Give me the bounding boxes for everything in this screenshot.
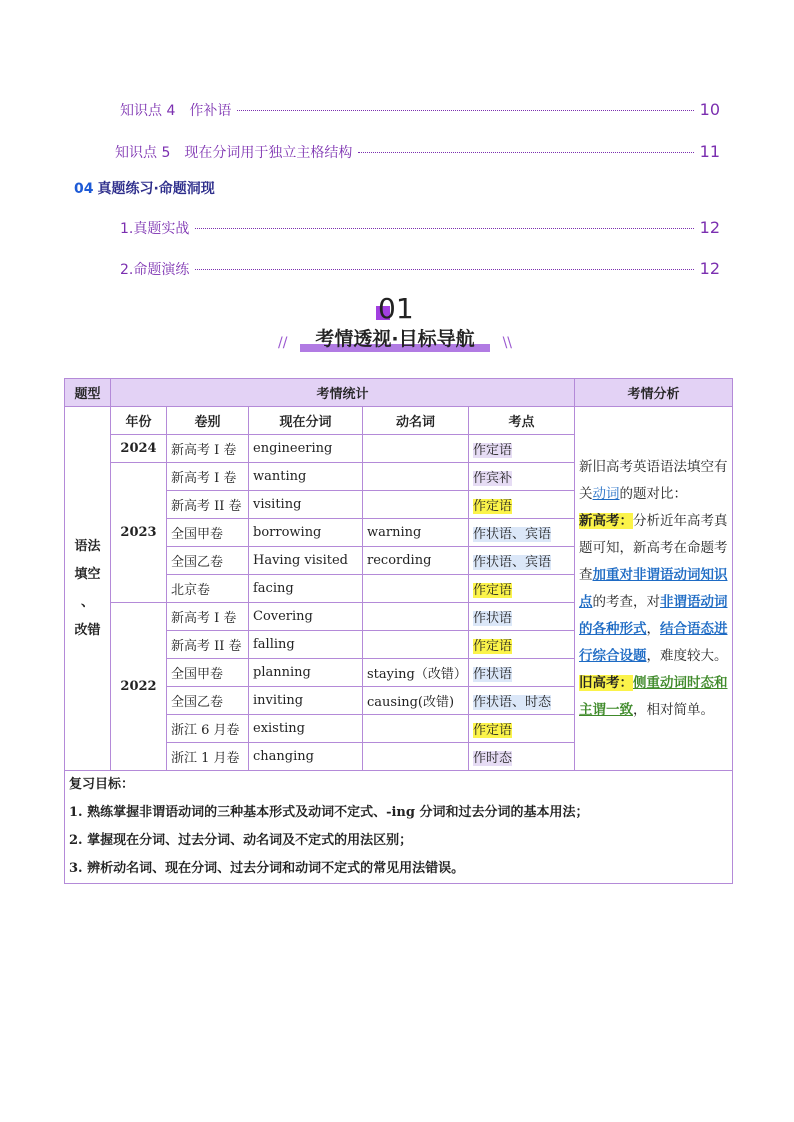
year-cell: 2022 <box>111 603 167 771</box>
point-cell <box>469 575 575 603</box>
present-cell: facing <box>249 575 363 603</box>
analysis-highlight: 非谓语动词的各种形式 <box>579 593 728 637</box>
type-line: 改错 <box>74 622 101 638</box>
section-04-heading[interactable] <box>74 178 215 198</box>
present-cell: borrowing <box>249 519 363 547</box>
paper-cell: 浙江 1 月卷 <box>167 743 249 771</box>
point-label: 作定语 <box>473 499 513 514</box>
toc-page: 10 <box>699 100 720 119</box>
toc-label: 知识点 5 现在分词用于独立主格结构 <box>115 145 353 161</box>
present-cell: inviting <box>249 687 363 715</box>
analysis-text: 的考查，对 <box>592 593 660 610</box>
toc-label: 知识点 4 作补语 <box>120 103 232 119</box>
point-cell <box>469 687 575 715</box>
point-cell <box>469 743 575 771</box>
point-cell <box>469 491 575 519</box>
present-cell: Covering <box>249 603 363 631</box>
present-cell: falling <box>249 631 363 659</box>
toc-leader <box>195 269 693 270</box>
gerund-cell <box>363 491 469 519</box>
present-cell: existing <box>249 715 363 743</box>
section-title: 考情透视·目标导航 <box>315 328 475 350</box>
question-type-cell <box>65 407 111 771</box>
toc-entry-practice[interactable] <box>120 259 720 279</box>
paper-cell: 全国乙卷 <box>167 687 249 715</box>
present-cell: wanting <box>249 463 363 491</box>
point-cell <box>469 435 575 463</box>
type-line: 填空 <box>74 566 101 582</box>
paper-cell: 全国甲卷 <box>167 659 249 687</box>
gerund-cell <box>363 603 469 631</box>
section-number: 04 <box>74 181 94 197</box>
section-01-number <box>378 292 414 325</box>
analysis-text: 的题对比： <box>619 485 687 502</box>
toc-entry-real-exam[interactable] <box>120 218 720 238</box>
point-label: 作时态 <box>473 751 513 766</box>
point-cell <box>469 631 575 659</box>
toc-leader <box>195 228 693 229</box>
analysis-text: 新旧高考英语语法填空有关 <box>579 458 728 502</box>
toc-page: 11 <box>699 142 720 161</box>
year-cell: 2023 <box>111 463 167 603</box>
point-label: 作状语、宾语 <box>473 527 552 542</box>
paper-cell: 新高考 I 卷 <box>167 463 249 491</box>
point-cell <box>469 659 575 687</box>
type-line: 语法 <box>74 538 101 554</box>
exam-analysis-table <box>64 378 733 884</box>
slash-decor-icon: // <box>278 335 288 351</box>
paper-cell: 北京卷 <box>167 575 249 603</box>
analysis-text: ，难度较大。 <box>646 647 728 664</box>
old-exam-tag: 旧高考： <box>579 674 633 691</box>
present-cell: visiting <box>249 491 363 519</box>
subheader-paper: 卷别 <box>167 407 249 435</box>
point-label: 作状语、时态 <box>473 695 552 710</box>
gerund-cell <box>363 715 469 743</box>
subheader-point: 考点 <box>469 407 575 435</box>
point-cell <box>469 603 575 631</box>
point-cell <box>469 519 575 547</box>
present-cell: planning <box>249 659 363 687</box>
present-cell: Having visited <box>249 547 363 575</box>
point-label: 作状语、宾语 <box>473 555 552 570</box>
paper-cell: 浙江 6 月卷 <box>167 715 249 743</box>
analysis-highlight: 结合语态进行综合设题 <box>579 620 728 664</box>
section-title: 真题练习·命题洞现 <box>97 181 215 197</box>
analysis-cell <box>575 407 733 771</box>
subheader-present: 现在分词 <box>249 407 363 435</box>
point-cell <box>469 547 575 575</box>
paper-cell: 新高考 II 卷 <box>167 491 249 519</box>
point-cell <box>469 715 575 743</box>
gerund-cell <box>363 631 469 659</box>
gerund-cell <box>363 575 469 603</box>
goal-item: 2. 掌握现在分词、过去分词、动名词及不定式的用法区别； <box>69 833 413 848</box>
header-type: 题型 <box>65 379 111 407</box>
gerund-cell <box>363 435 469 463</box>
present-cell: changing <box>249 743 363 771</box>
paper-cell: 新高考 I 卷 <box>167 603 249 631</box>
gerund-cell: causing(改错) <box>363 687 469 715</box>
point-label: 作宾补 <box>473 471 513 486</box>
analysis-link-verb: 动词 <box>592 485 620 502</box>
toc-label: 1.真题实战 <box>120 221 190 237</box>
toc-entry-knowledge-5[interactable] <box>115 142 720 162</box>
paper-cell: 全国甲卷 <box>167 519 249 547</box>
analysis-text: 分析近年高考真题可知，新高考在命题考查 <box>579 512 728 583</box>
analysis-highlight: 侧重动词时态和主谓一致 <box>579 674 728 718</box>
analysis-text: ，相对简单。 <box>633 701 714 718</box>
type-line: 、 <box>80 594 94 610</box>
gerund-cell: recording <box>363 547 469 575</box>
backslash-decor-icon: \\ <box>502 335 512 351</box>
gerund-cell: staying（改错） <box>363 659 469 687</box>
present-cell: engineering <box>249 435 363 463</box>
toc-page: 12 <box>699 218 720 237</box>
subheader-year: 年份 <box>111 407 167 435</box>
gerund-cell <box>363 743 469 771</box>
paper-cell: 全国乙卷 <box>167 547 249 575</box>
toc-leader <box>358 152 693 153</box>
toc-leader <box>237 110 693 111</box>
toc-label: 2.命题演练 <box>120 262 190 278</box>
paper-cell: 新高考 II 卷 <box>167 631 249 659</box>
goal-item: 1. 熟练掌握非谓语动词的三种基本形式及动词不定式、-ing 分词和过去分词的基本用法； <box>69 805 589 820</box>
review-goals <box>65 771 733 884</box>
toc-entry-knowledge-4[interactable] <box>120 100 720 120</box>
paper-cell: 新高考 I 卷 <box>167 435 249 463</box>
goal-item: 3. 辨析动名词、现在分词、过去分词和动词不定式的常见用法错误。 <box>69 861 465 876</box>
section-number: 01 <box>378 292 414 325</box>
header-analysis: 考情分析 <box>575 379 733 407</box>
point-label: 作状语 <box>473 667 513 682</box>
gerund-cell: warning <box>363 519 469 547</box>
goals-title: 复习目标： <box>69 777 135 792</box>
new-exam-tag: 新高考： <box>579 512 633 529</box>
header-stats: 考情统计 <box>111 379 575 407</box>
point-label: 作状语 <box>473 611 513 626</box>
analysis-text: ， <box>646 620 660 637</box>
section-01-banner <box>278 326 512 352</box>
toc-page: 12 <box>699 259 720 278</box>
point-label: 作定语 <box>473 723 513 738</box>
year-cell: 2024 <box>111 435 167 463</box>
point-label: 作定语 <box>473 639 513 654</box>
point-cell <box>469 463 575 491</box>
point-label: 作定语 <box>473 443 513 458</box>
gerund-cell <box>363 463 469 491</box>
subheader-gerund: 动名词 <box>363 407 469 435</box>
point-label: 作定语 <box>473 583 513 598</box>
analysis-highlight: 加重对非谓语动词知识点 <box>579 566 728 610</box>
